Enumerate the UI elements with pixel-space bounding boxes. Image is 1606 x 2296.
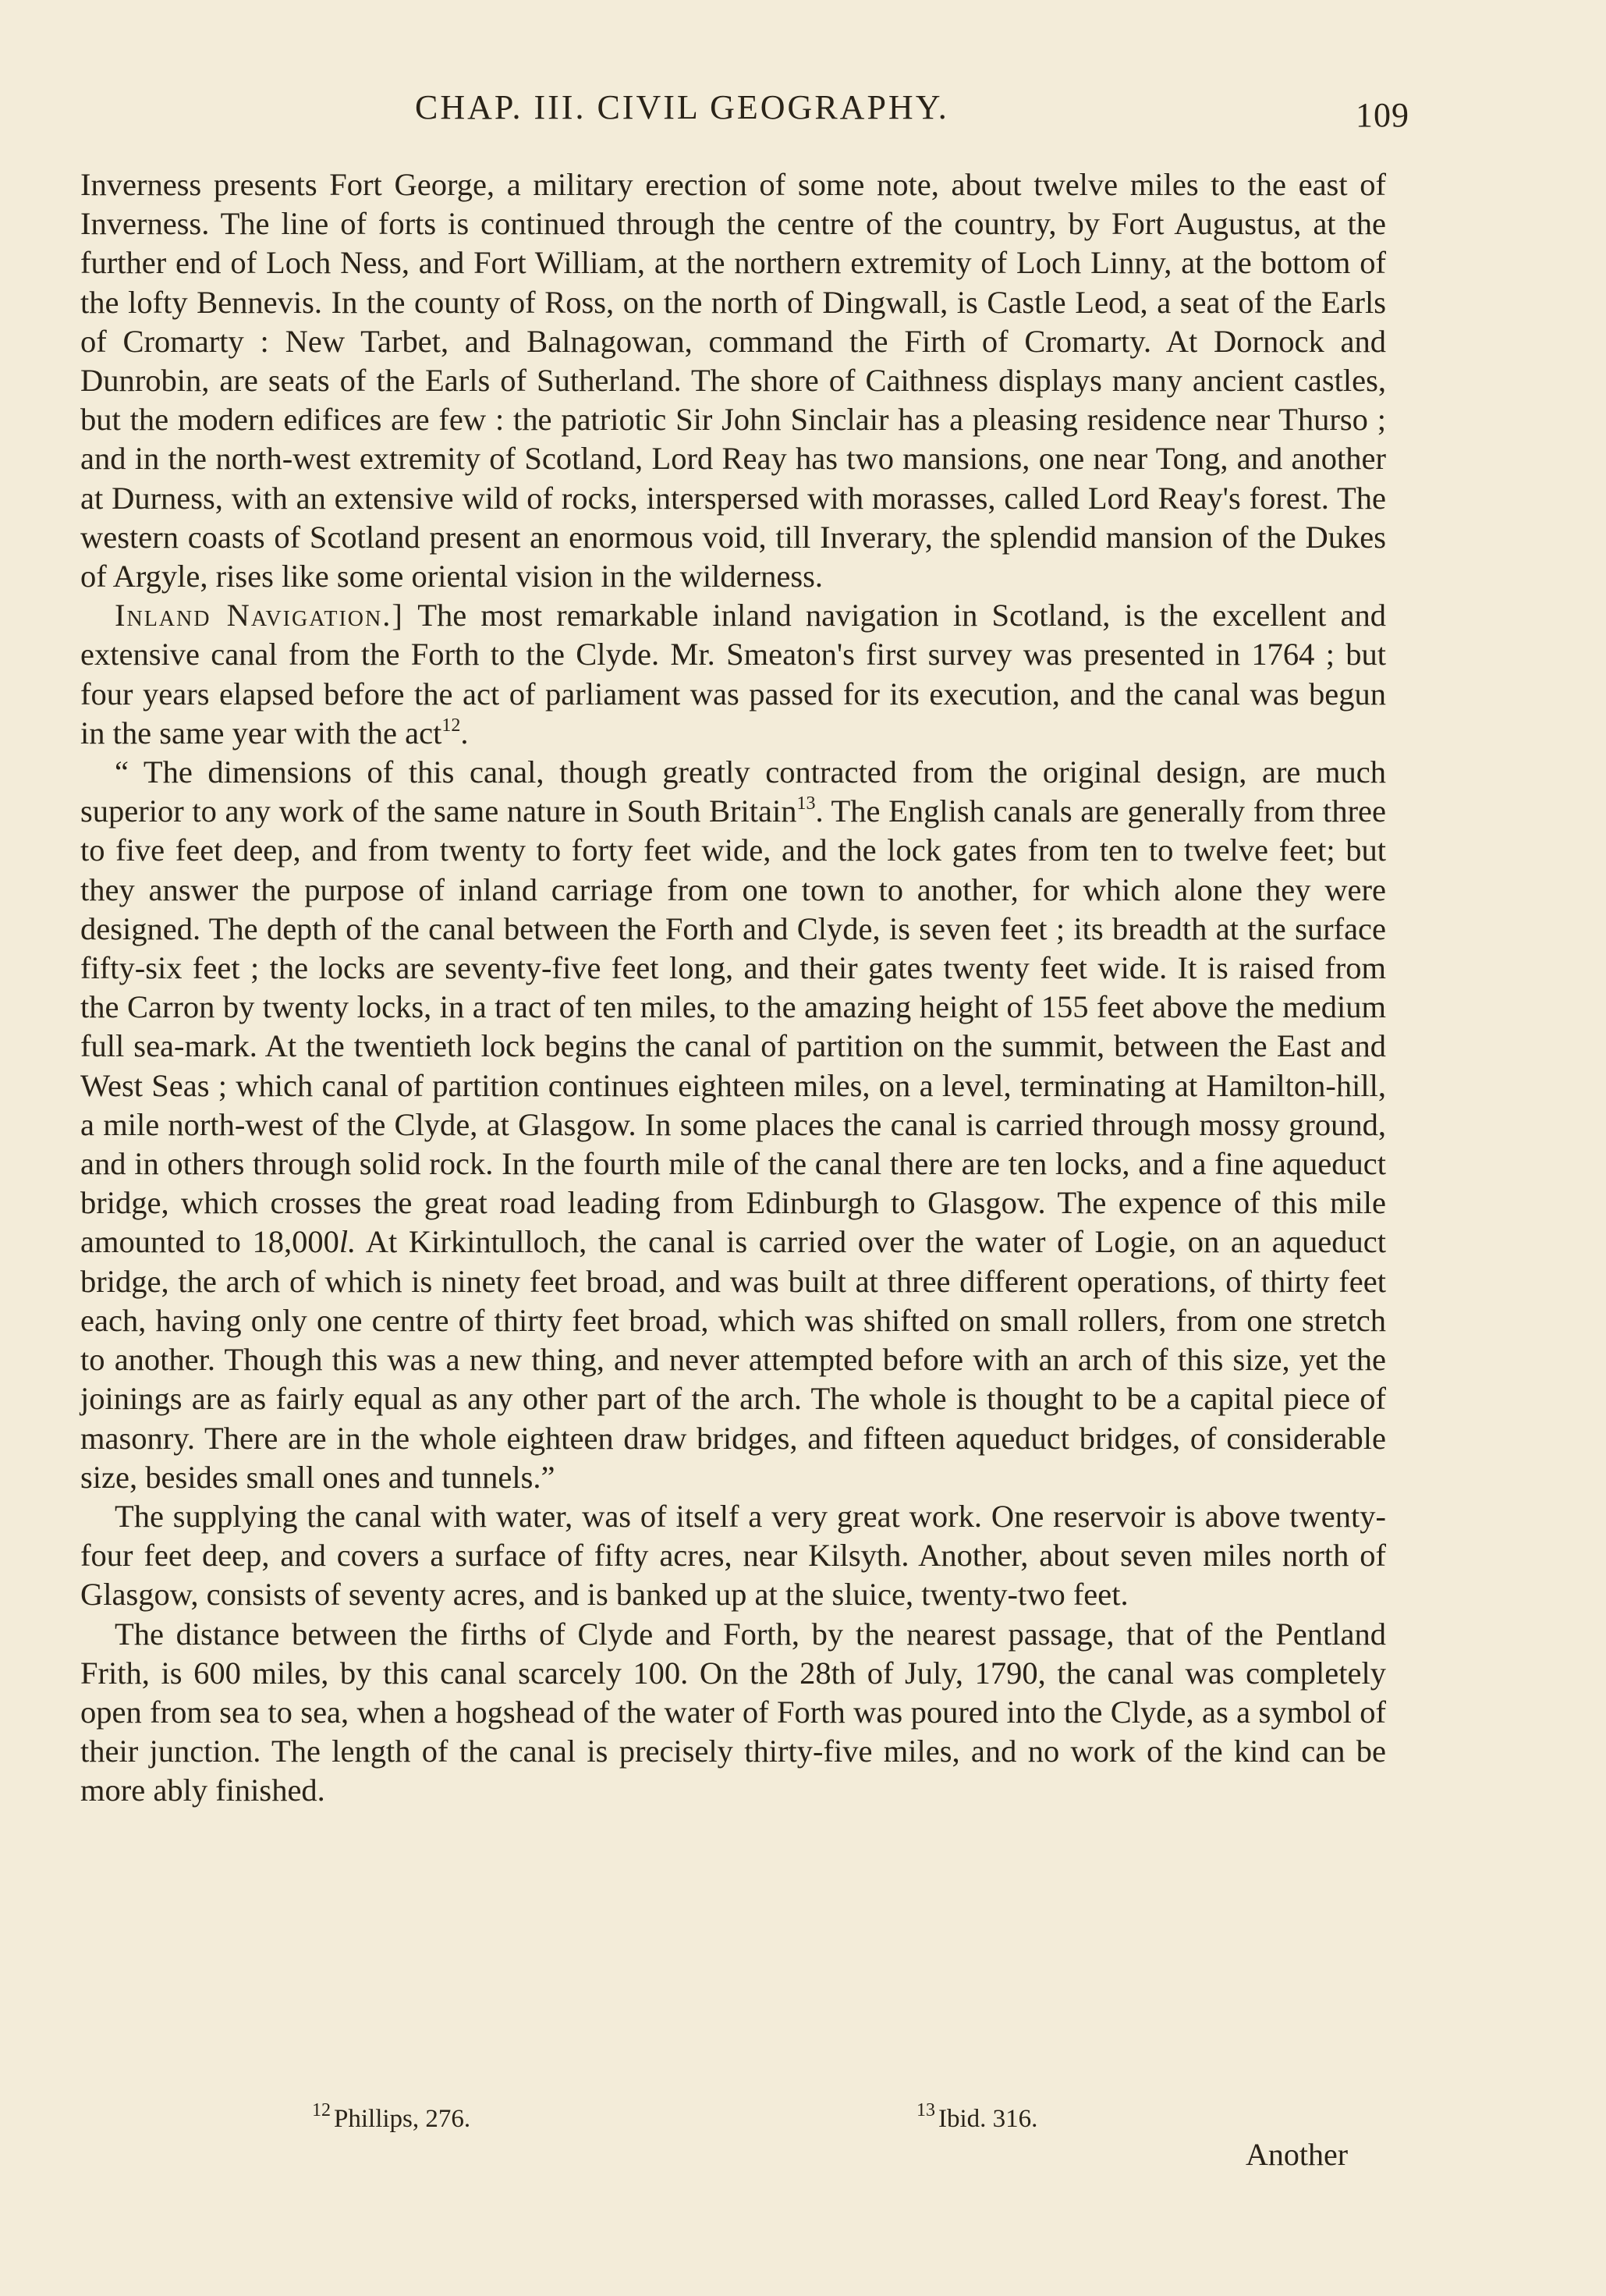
catchword: Another	[1246, 2137, 1349, 2172]
footnote-13	[916, 2100, 1037, 2134]
paragraph-text: At Kirkintulloch, the canal is carried over the water of Logie, on an aqueduct bridge, the arch of which is ninety feet broad, and was built at three different operations, of thirty feet each, having only one centre of thirty feet broad, which was shifted on small rollers, from one stretch to another. Though this was a new thing, and never attempted before with an arch of this size, yet the joinings are as fairly equal as any other part of the arch. The whole is thought to be a capital piece of masonry. There are in the whole eighteen draw bridges, and fifteen aqueduct bridges, of considerable size, besides small ones and tunnels.”	[80, 1224, 1386, 1495]
paragraph-text: . The English canals are generally from three to five feet deep, and from twenty to forty feet wide, and the lock gates from ten to twelve feet; but they answer the purpose of inland carriage from one town to another, for which alone they were designed. The depth of the canal between the Forth and Clyde, is seven feet ; its breadth at the surface fifty-six feet ; the locks are seventy-five feet long, and their gates twenty feet wide. It is raised from the Carron by twenty locks, in a tract of ten miles, to the amazing height of 155 feet above the medium full sea-mark. At the twentieth lock begins the canal of partition on the summit, between the East and West Seas ; which canal of partition continues eighteen miles, on a level, terminating at Hamilton-hill, a mile north-west of the Clyde, at Glasgow. In some places the canal is carried through mossy ground, and in others through solid rock. In the fourth mile of the canal there are ten locks, and a fine aqueduct bridge, which crosses the great road leading from Edinburgh to Glasgow. The expence of this mile amounted to 18,000	[80, 793, 1387, 1260]
paragraph-text: The supplying the canal with water, was of itself a very great work. One reservoir is above twenty-four feet deep, and covers a surface of fifty acres, near Kilsyth. Another, about seven miles north of Glasgow, consists of seventy acres, and is banked up at the sluice, twenty-two feet.	[80, 1498, 1386, 1613]
paragraph-canal-dimensions-quote	[80, 753, 1386, 1497]
footnote-reference: 13	[796, 793, 816, 814]
footnote-reference: 12	[441, 715, 461, 736]
main-text	[80, 165, 1386, 1811]
paragraph-text: The distance between the firths of Clyde and Forth, by the nearest passage, that of the Pentland Frith, is 600 miles, by this canal scarcely 100. On the 28th of July, 1790, the canal was completely open from sea to sea, when a hogshead of the water of Forth was poured into the Clyde, as a symbol of their junction. The length of the canal is precisely thirty-five miles, and no work of the kind can be more ably finished.	[80, 1616, 1386, 1808]
footnote-mark: 13	[916, 2100, 935, 2120]
page-number: 109	[1356, 96, 1409, 134]
footnote-text: Phillips, 276.	[334, 2105, 471, 2133]
paragraph-text: The most remarkable inland navigation in Scotland, is the excellent and extensive canal from the Forth to the Clyde. Mr. Smeaton's first survey was presented in 1764 ; but four years elapsed before the act of parliament was passed for its execution, and the canal was begun in the same year with the act	[80, 598, 1386, 751]
footnote-12	[312, 2100, 470, 2134]
paragraph-canal-distance	[80, 1615, 1386, 1811]
section-heading-inland-navigation: Inland Navigation.]	[115, 598, 404, 633]
paragraph-country-seats	[80, 165, 1386, 596]
paragraph-text-end: .	[460, 715, 469, 751]
running-head	[0, 87, 1606, 134]
footnotes	[0, 2100, 1606, 2139]
currency-pound-sign: l.	[339, 1224, 356, 1260]
footnote-mark: 12	[312, 2100, 331, 2120]
footnote-text: Ibid. 316.	[938, 2105, 1038, 2133]
paragraph-text: “ The dimensions of this canal, though greatly contracted from the original design, are much superior to any work of the same nature in South Britain	[80, 754, 1386, 829]
paragraph-inland-navigation	[80, 596, 1386, 753]
paragraph-water-supply	[80, 1497, 1386, 1615]
paragraph-text: Inverness presents Fort George, a military erection of some note, about twelve miles to the east of Inverness. The line of forts is continued through the centre of the country, by Fort Augustus, at the further end of Loch Ness, and Fort William, at the northern extremity of Loch Linny, at the bottom of the lofty Bennevis. In the county of Ross, on the north of Dingwall, is Castle Leod, a seat of the Earls of Cromarty : New Tarbet, and Balnagowan, command the Firth of Cromarty. At Dornock and Dunrobin, are seats of the Earls of Sutherland. The shore of Caithness displays many ancient castles, but the modern edifices are few : the patriotic Sir John Sinclair has a pleasing residence near Thurso ; and in the north-west extremity of Scotland, Lord Reay has two mansions, one near Tong, and another at Durness, with an extensive wild of rocks, interspersed with morasses, called Lord Reay's forest. The western coasts of Scotland present an enormous void, till Inverary, the splendid mansion of the Dukes of Argyle, rises like some oriental vision in the wilderness.	[80, 167, 1386, 594]
running-title: CHAP. III. CIVIL GEOGRAPHY.	[415, 88, 949, 126]
